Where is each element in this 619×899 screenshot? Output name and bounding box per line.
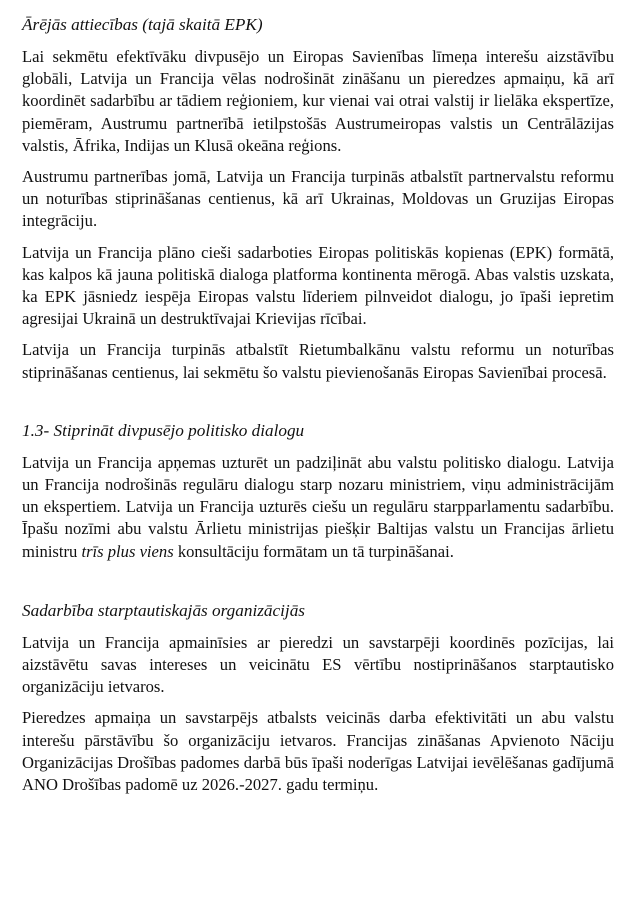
section-heading-political-dialogue: 1.3- Stiprināt divpusējo politisko dialogu: [22, 420, 305, 440]
italic-phrase: trīs plus viens: [81, 541, 174, 561]
paragraph-text: Latvija un Francija apņemas uzturēt un padziļināt abu valstu politisko dialogu. Latvija un Francija nodrošinās regulāru dialogu starp nozaru ministriem, viņu administrācijām un ekspertiem. Latvija un Francija uzturēs ciešu un regulāru starpparlamentu sadarbību. Īpašu nozīmi abu valstu Ārlietu ministrijas piešķir Baltijas valstu un Francijas ārlietu ministru: [22, 452, 614, 561]
section-spacer: [22, 572, 614, 600]
paragraph-epc: Latvija un Francija plāno cieši sadarboties Eiropas politiskās kopienas (EPK) formātā, kas kalpos kā jauna politiskā dialoga platforma kontinenta mērogā. Abas valstis uzskata, ka EPK jāsniedz iespēja Eiropas valstu līderiem pilnveidot dialogu, jo īpaši iepretim agresijai Ukrainā un destruktīvajai Krievijas rīcībai.: [22, 242, 614, 329]
paragraph-western-balkans: Latvija un Francija turpinās atbalstīt Rietumbalkānu valstu reformu un noturības stiprināšanas centienus, lai sekmētu šo valstu pievienošanās Eiropas Savienībai procesā.: [22, 340, 614, 382]
paragraph-eastern-partnership: Austrumu partnerības jomā, Latvija un Francija turpinās atbalstīt partnervalstu reformu un noturības stiprināšanas centienus, kā arī Ukrainas, Moldovas un Gruzijas Eiropas integrāciju.: [22, 167, 614, 231]
section-heading-international-organizations: Sadarbība starptautiskajās organizācijās: [22, 600, 305, 620]
paragraph-un-security-council: Pieredzes apmaiņa un savstarpējs atbalsts veicinās darba efektivitāti un abu valstu interešu pārstāvību šo organizāciju ietvaros. Francijas zināšanas Apvienoto Nāciju Organizācijas Drošības padomes darbā būs īpaši noderīgas Latvijai ievēlēšanas gadījumā ANO Drošības padomē uz 2026.-2027. gadu termiņu.: [22, 708, 614, 795]
paragraph-political-dialogue: [22, 452, 614, 563]
paragraph-coordination: Latvija un Francija apmainīsies ar pieredzi un savstarpēji koordinēs pozīcijas, lai aizstāvētu savas intereses un veicinātu ES vērtību nostiprināšanos starptautisko organizāciju ietvaros.: [22, 632, 614, 697]
section-heading-external-relations: Ārējās attiecības (tajā skaitā EPK): [22, 15, 263, 34]
paragraph-global-interests: Lai sekmētu efektīvāku divpusējo un Eiropas Savienības līmeņa interešu aizstāvību globāli, Latvija un Francija vēlas nodrošināt zināšanu un pieredzes apmaiņu, kā arī koordinēt sadarbību ar tādiem reģioniem, kur vienai vai otrai valstij ir lielāka ekspertīze, piemēram, Austrumu partnerībā ietilpstošās Austrumeiropas valstis un Centrālāzijas valstis, Āfrika, Indijas un Klusā okeāna reģions.: [22, 47, 614, 155]
section-spacer: [22, 393, 614, 420]
document-page: [22, 14, 614, 805]
paragraph-text-end: konsultāciju formātam un tā turpināšanai.: [173, 541, 454, 561]
